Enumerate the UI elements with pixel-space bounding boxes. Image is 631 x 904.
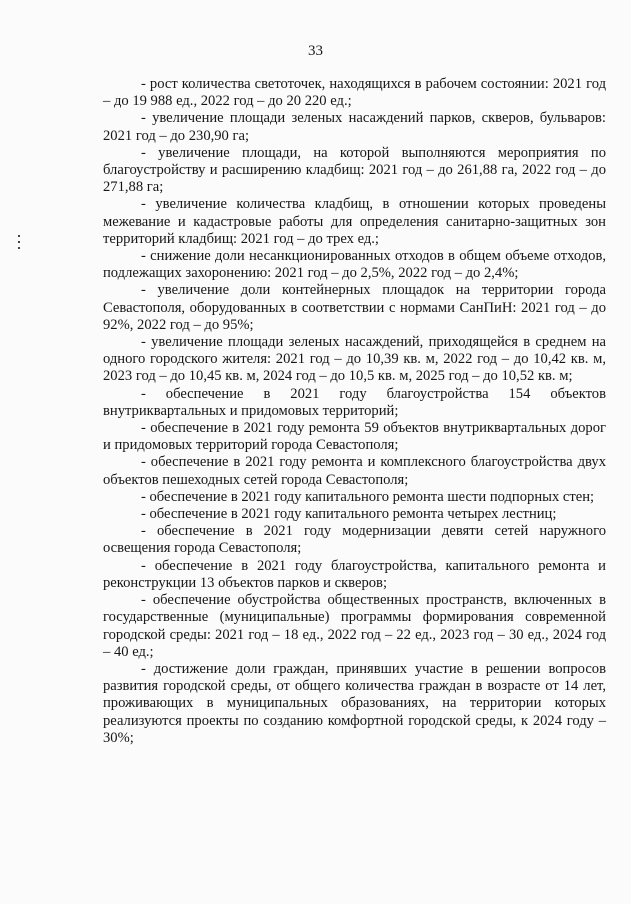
paragraph: - увеличение площади зеленых насаждений, приходящейся в среднем на одного городского жителя: 2021 год – до 10,39 кв. м, 2022 год – до 10,42 кв. м, 2023 год – до 10,45 кв. м, 2024 год – до 10,5 кв. м, 2025 год – до 10,52 кв. м; [103,334,606,385]
margin-marks [18,235,22,251]
paragraph: - обеспечение в 2021 году благоустройства, капитального ремонта и реконструкции 13 объектов парков и скверов; [103,557,606,591]
body-text [103,76,606,747]
paragraph: - достижение доли граждан, принявших участие в решении вопросов развития городской среды, от общего количества граждан в возрасте от 14 лет, проживающих в муниципальных образованиях, на территории которых реализуются проекты по созданию комфортной городской среды, к 2024 году – 30%; [103,660,606,746]
paragraph: - снижение доли несанкционированных отходов в общем объеме отходов, подлежащих захоронению: 2021 год – до 2,5%, 2022 год – до 2,4%; [103,248,606,282]
paragraph: - увеличение площади, на которой выполняются мероприятия по благоустройству и расширению кладбищ: 2021 год – до 261,88 га, 2022 год – до 271,88 га; [103,144,606,196]
paragraph: - рост количества светоточек, находящихся в рабочем состоянии: 2021 год – до 19 988 ед., 2022 год – до 20 220 ед.; [103,76,606,110]
paragraph: - обеспечение в 2021 году капитального ремонта четырех лестниц; [141,506,557,523]
paragraph: - увеличение количества кладбищ, в отношении которых проведены межевание и кадастровые работы для определения санитарно-защитных зон территорий кладбищ: 2021 год – до трех ед.; [103,196,606,247]
margin-dot [18,241,20,243]
paragraph: - обеспечение в 2021 году ремонта и комплексного благоустройства двух объектов пешеходных сетей города Севастополя; [103,454,606,488]
paragraph: - обеспечение в 2021 году модернизации девяти сетей наружного освещения города Севастополя; [103,523,606,557]
paragraph: - обеспечение в 2021 году благоустройства 154 объектов внутриквартальных и придомовых территорий; [103,385,606,419]
margin-dot [18,247,20,249]
paragraph: - увеличение доли контейнерных площадок на территории города Севастополя, оборудованных в соответствии с нормами СанПиН: 2021 год – до 92%, 2022 год – до 95%; [103,282,606,333]
paragraph: - обеспечение в 2021 году ремонта 59 объектов внутриквартальных дорог и придомовых территорий города Севастополя; [103,420,606,454]
margin-dot [18,235,20,237]
paragraph: - обеспечение обустройства общественных пространств, включенных в государственные (муниципальные) программы формирования современной городской среды: 2021 год – 18 ед., 2022 год – 22 ед., 2023 год – 30 ед., 2024 год – 40 ед.; [103,592,606,660]
paragraph: - обеспечение в 2021 году капитального ремонта шести подпорных стен; [141,488,595,505]
paragraph: - увеличение площади зеленых насаждений парков, скверов, бульваров: 2021 год – до 230,90 га; [103,110,606,144]
page-number: 33 [308,43,323,59]
